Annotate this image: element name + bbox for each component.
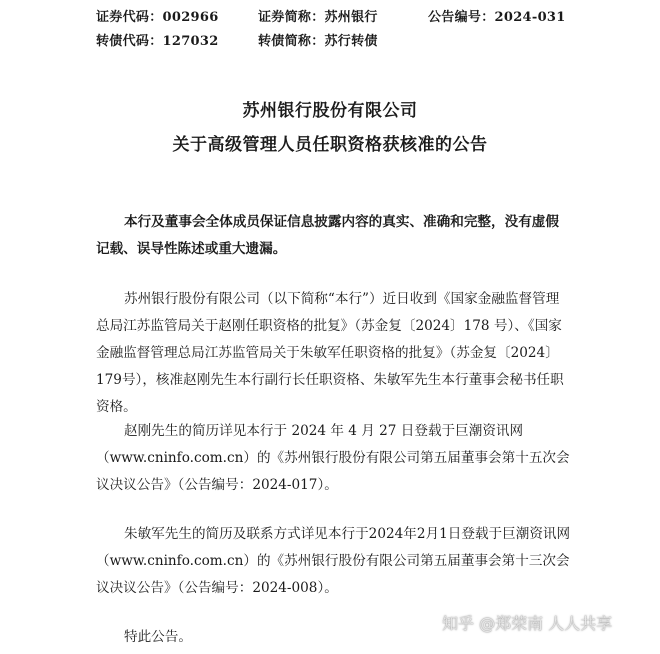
stock-code: 证券代码：002966: [96, 10, 219, 25]
board-statement: 本行及董事会全体成员保证信息披露内容的真实、准确和完整，没有虚假记载、误导性陈述或重大遗漏。: [96, 214, 559, 257]
bond-code: 转债代码：127032: [96, 34, 219, 49]
bond-name: 转债简称：苏行转债: [258, 34, 378, 49]
announcement-number: 公告编号：2024-031: [428, 10, 566, 25]
announcement-title: 关于高级管理人员任职资格获核准的公告: [172, 135, 488, 155]
body-paragraph-1: 苏州银行股份有限公司（以下简称“本行”）近日收到《国家金融监督管理总局江苏监管局关于赵刚任职资格的批复》（苏金复〔2024〕178 号）、《国家金融监督管理总局江苏监管局关于朱敏军任职资格的批复》（苏金复〔2024〕179号），核准赵刚先生本行副行长任职资格、朱敏军先生本行董事会秘书任职资格。: [96, 291, 564, 415]
body-paragraph-3: 朱敏军先生的简历及联系方式详见本行于2024年2月1日登载于巨潮资讯网（www.cninfo.com.cn）的《苏州银行股份有限公司第五届董事会第十三次会议决议公告》（公告编号：2024-008）。: [96, 526, 571, 596]
company-title: 苏州银行股份有限公司: [242, 101, 418, 121]
body-paragraph-2: 赵刚先生的简历详见本行于 2024 年 4 月 27 日登载于巨潮资讯网（www.cninfo.com.cn）的《苏州银行股份有限公司第五届董事会第十五次会议决议公告》（公告编号：2024-017）。: [96, 423, 570, 493]
stock-name: 证券简称：苏州银行: [258, 10, 378, 25]
closing-remark: 特此公告。: [124, 629, 192, 645]
zhihu-watermark: 知乎 @郑荣南 人人共享: [442, 614, 613, 633]
